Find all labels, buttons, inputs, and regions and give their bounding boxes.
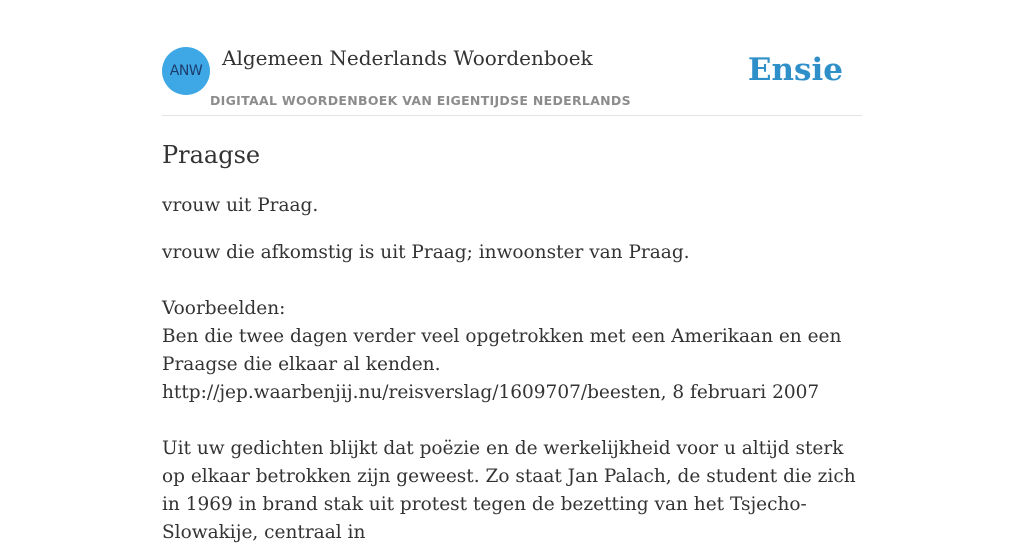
- site-title[interactable]: Algemeen Nederlands Woordenboek: [222, 46, 593, 70]
- example-text: Ben die twee dagen verder veel opgetrokken met een Amerikaan en een Praagse die elkaar al kenden.: [162, 326, 842, 375]
- example-text: Uit uw gedichten blijkt dat poëzie en de werkelijkheid voor u altijd sterk op elkaar betrokken zijn geweest. Zo staat Jan Palach, de student die zich in 1969 in brand stak uit protest tegen de bezetting van het Tsjecho-Slowakije, centraal in: [162, 438, 856, 543]
- page-container: [162, 0, 862, 543]
- site-subtitle: DIGITAAL WOORDENBOEK VAN EIGENTIJDSE NEDERLANDS: [210, 93, 631, 108]
- site-header: [162, 0, 862, 116]
- examples-label: Voorbeelden:: [162, 298, 286, 319]
- ensie-brand-link[interactable]: Ensie: [747, 52, 843, 88]
- anw-logo[interactable]: ANW: [162, 47, 210, 95]
- short-definition: vrouw uit Praag.: [162, 195, 319, 216]
- entry-title: Praagse: [162, 141, 261, 169]
- example-source: http://jep.waarbenjij.nu/reisverslag/1609707/beesten, 8 februari 2007: [162, 382, 820, 403]
- long-definition: vrouw die afkomstig is uit Praag; inwoonster van Praag.: [162, 242, 690, 263]
